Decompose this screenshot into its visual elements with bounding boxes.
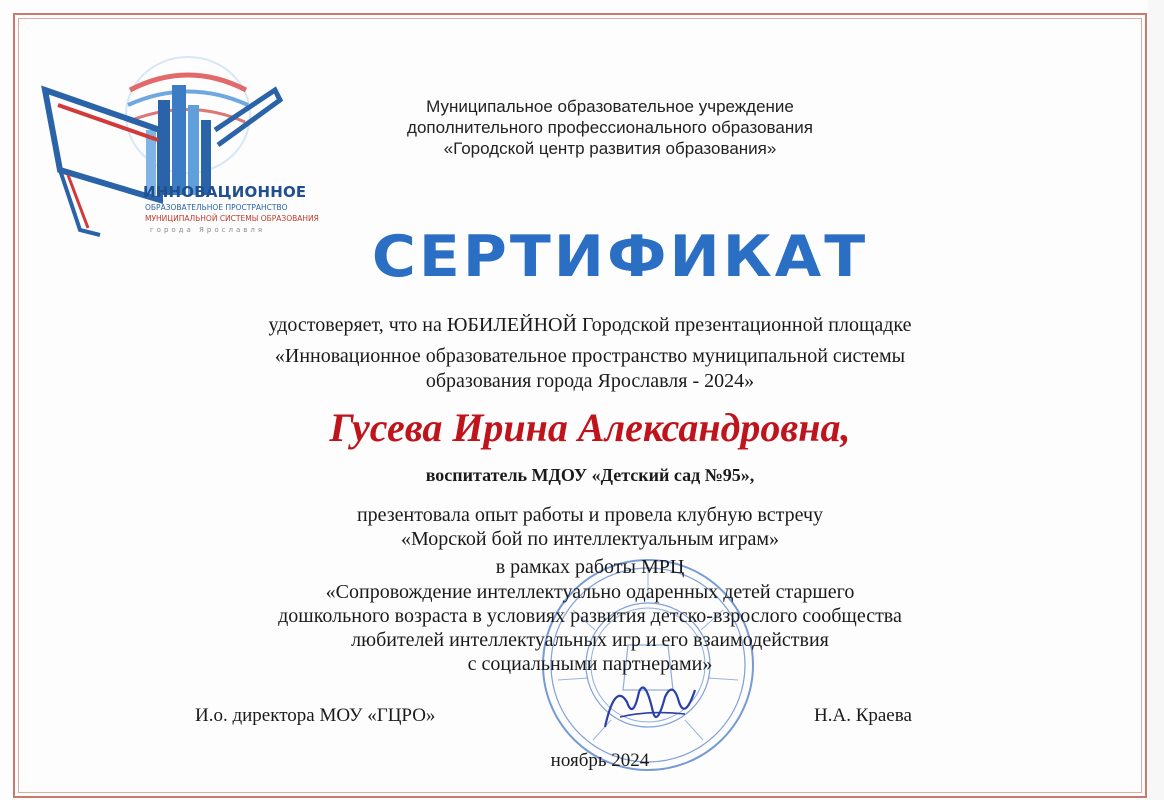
signatory-title: И.о. директора МОУ «ГЦРО» [195, 705, 436, 726]
logo-subtitle: ОБРАЗОВАТЕЛЬНОЕ ПРОСТРАНСТВО [145, 203, 288, 212]
logo-title: ИННОВАЦИОННОЕ [143, 183, 307, 201]
org-line-2: дополнительного профессионального образования [407, 118, 813, 137]
body-line-7: с социальными партнерами» [467, 653, 713, 675]
body-line-1: презентовала опыт работы и провела клубную встречу [356, 504, 824, 526]
body-line-6: любителей интеллектуальных игр и его взаимодействия [351, 629, 829, 651]
organization-header [310, 96, 910, 159]
recipient-position: воспитатель МДОУ «Детский сад №95», [425, 465, 755, 485]
signature-icon [595, 672, 705, 742]
body-line-4: «Сопровождение интеллектуально одаренных детей старшего [325, 581, 855, 603]
event-name-line-1: «Инновационное образовательное пространство муниципальной системы [274, 345, 906, 367]
recipient-name: Гусева Ирина Александровна, [329, 405, 851, 450]
body-line-2: «Морской бой по интеллектуальным играм» [400, 528, 780, 550]
issue-date: ноябрь 2024 [550, 750, 650, 771]
certifies-line: удостоверяет, что на ЮБИЛЕЙНОЙ Городской презентационной площадке [268, 314, 912, 336]
event-name-line-2: образования города Ярославля - 2024» [425, 370, 755, 392]
body-line-3: в рамках работы МРЦ [495, 556, 685, 578]
org-line-1: Муниципальное образовательное учреждение [426, 97, 794, 116]
certificate-title: СЕРТИФИКАТ [371, 223, 869, 291]
logo-subtitle-2: МУНИЦИПАЛЬНОЙ СИСТЕМЫ ОБРАЗОВАНИЯ [145, 214, 319, 223]
org-line-3: «Городской центр развития образования» [443, 139, 777, 158]
signatory-name: Н.А. Краева [814, 705, 912, 726]
handwritten-signature [595, 672, 705, 742]
scan-edge [1148, 0, 1164, 800]
logo-city: города Ярославля [150, 226, 266, 234]
body-line-5: дошкольного возраста в условиях развития детско-взрослого сообщества [278, 605, 902, 627]
